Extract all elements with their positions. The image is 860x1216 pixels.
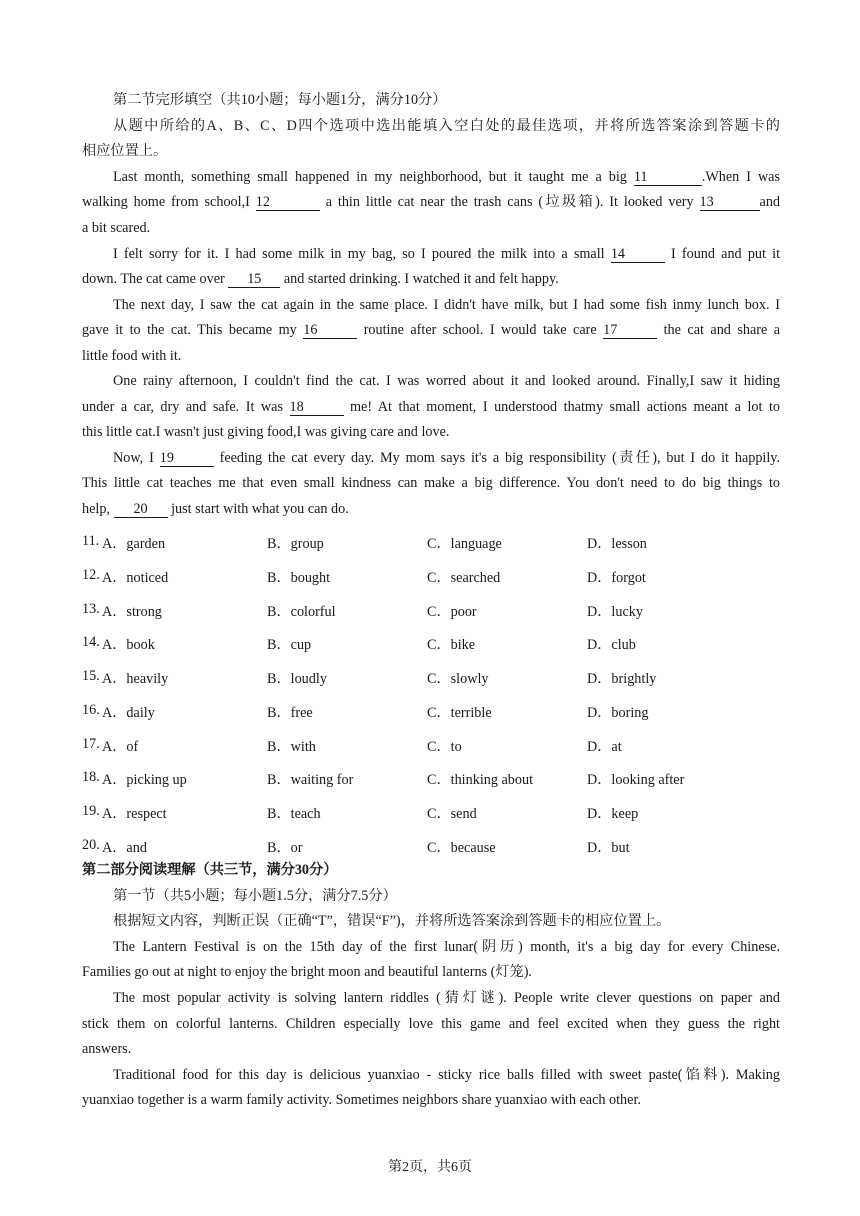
option-a: A．strong [102,604,162,620]
option-a: A．noticed [102,570,169,586]
option-a: A．of [102,739,139,755]
option-d: D．boring [587,705,649,721]
passage-line [82,321,780,339]
option-c: C．slowly [427,671,489,687]
question-number: 13. [82,601,100,617]
blank-15: 15 [228,272,280,288]
option-b: B．free [267,705,313,721]
option-a: A．book [102,637,155,653]
passage-line: The Lantern Festival is on the 15th day of the first lunar(阴历) month, it's a big day for every Chinese. [113,939,780,955]
option-row-12 [82,567,782,587]
passage-line [82,270,780,288]
blank-20: 20 [114,502,168,518]
option-row-13 [82,601,782,621]
text: Last month, something small happened in my neighborhood, but it taught me a big [113,169,627,185]
option-d: D．forgot [587,570,646,586]
option-d: D．brightly [587,671,657,687]
option-c: C．searched [427,570,501,586]
option-c: C．bike [427,637,476,653]
text: routine after school. I would take care [363,322,597,338]
option-a: A．respect [102,806,167,822]
passage-line [82,193,780,211]
option-a: A．picking up [102,772,187,788]
text: under a car, dry and safe. It was [82,399,283,415]
option-c: C．send [427,806,477,822]
option-d: D．but [587,840,630,856]
option-row-15 [82,668,782,688]
passage-line [82,398,780,416]
option-a: A．daily [102,705,155,721]
option-b: B．bought [267,570,331,586]
option-a: A．heavily [102,671,169,687]
passage-line [82,500,780,518]
passage-line: The most popular activity is solving lantern riddles (猜灯谜). People write clever questions on paper and [113,990,780,1006]
question-number: 12. [82,567,100,583]
question-number: 18. [82,769,100,785]
instruction-line: 根据短文内容，判断正误（正确“T”，错误“F”)，并将所选答案涂到答题卡的相应位置上。 [113,913,671,929]
option-row-14 [82,634,782,654]
question-number: 20. [82,837,100,853]
option-c: C．language [427,536,502,552]
option-c: C．thinking about [427,772,534,788]
question-number: 11. [82,533,100,549]
text: .When I was [701,169,781,185]
passage-line: this little cat.I wasn't just giving food,I was giving care and love. [82,424,450,440]
option-b: B．with [267,739,316,755]
option-row-17 [82,736,782,756]
option-c: C．to [427,739,462,755]
question-number: 17. [82,736,100,752]
option-row-18 [82,769,782,789]
option-a: A．garden [102,536,166,552]
option-b: B．colorful [267,604,336,620]
text: me! At that moment, I understood thatmy small actions meant a lot to [350,399,780,415]
option-d: D．lucky [587,604,643,620]
text: feeding the cat every day. My mom says it's a big responsibility (责任), but I do it happily. [219,450,781,466]
question-number: 14. [82,634,100,650]
passage-line: yuanxiao together is a warm family activity. Sometimes neighbors share yuanxiao with each other. [82,1092,641,1108]
text: I found and put it [671,246,781,262]
option-row-16 [82,702,782,722]
passage-line: Families go out at night to enjoy the bright moon and beautiful lanterns (灯笼). [82,964,532,980]
passage-line [113,245,780,263]
option-b: B．teach [267,806,321,822]
passage-line: a bit scared. [82,220,151,236]
text: gave it to the cat. This became my [82,322,297,338]
text: walking home from school,I [82,194,250,210]
text: and [759,194,781,210]
question-number: 19. [82,803,100,819]
section-heading: 第二节完形填空（共10小题；每小题1分，满分10分） [113,92,447,108]
text: I felt sorry for it. I had some milk in my bag, so I poured the milk into a small [113,246,605,262]
option-c: C．terrible [427,705,492,721]
passage-line: This little cat teaches me that even small kindness can make a big difference. You don't need to do big things to [82,475,780,491]
option-row-20 [82,837,782,857]
blank-13: 13 [700,195,760,211]
passage-line: answers. [82,1041,132,1057]
passage-line: One rainy afternoon, I couldn't find the cat. I was worred about it and looked around. Finally,I saw it hiding [113,373,780,389]
passage-line: stick them on colorful lanterns. Children especially love this game and feel excited when they guess the right [82,1016,780,1032]
question-number: 16. [82,702,100,718]
option-a: A．and [102,840,147,856]
blank-18: 18 [290,400,344,416]
passage-line [113,449,780,467]
option-c: C．poor [427,604,477,620]
option-b: B．or [267,840,303,856]
text: the cat and share a [663,322,781,338]
page-footer: 第2页，共6页 [388,1160,472,1175]
passage-line [113,168,780,186]
option-row-19 [82,803,782,823]
text: just start with what you can do. [171,501,349,517]
blank-12: 12 [256,195,320,211]
option-d: D．at [587,739,622,755]
option-b: B．waiting for [267,772,354,788]
option-d: D．looking after [587,772,685,788]
passage-line: little food with it. [82,348,182,364]
blank-16: 16 [303,323,357,339]
option-d: D．keep [587,806,639,822]
text: and started drinking. I watched it and felt happy. [283,271,559,287]
option-c: C．because [427,840,496,856]
text: help, [82,501,110,517]
option-row-11 [82,533,782,553]
passage-line: Traditional food for this day is delicious yuanxiao - sticky rice balls filled with sweet paste(馅料). Making [113,1067,780,1083]
section-heading: 第一节（共5小题；每小题1.5分，满分7.5分） [113,888,397,904]
question-number: 15. [82,668,100,684]
blank-11: 11 [634,170,702,186]
option-b: B．loudly [267,671,327,687]
instruction-line: 相应位置上。 [82,143,168,159]
blank-19: 19 [160,451,214,467]
blank-14: 14 [611,247,665,263]
blank-17: 17 [603,323,657,339]
option-d: D．club [587,637,636,653]
option-b: B．group [267,536,324,552]
text: Now, I [113,450,154,466]
instruction-line: 从题中所给的A、B、C、D四个选项中选出能填入空白处的最佳选项，并将所选答案涂到答题卡的 [113,118,780,134]
text: a thin little cat near the trash cans (垃圾箱). It looked very [325,194,694,210]
option-d: D．lesson [587,536,647,552]
part-heading: 第二部分阅读理解（共三节，满分30分） [82,862,338,878]
option-b: B．cup [267,637,312,653]
text: down. The cat came over [82,271,225,287]
passage-line: The next day, I saw the cat again in the same place. I didn't have milk, but I had some fish inmy lunch box. I [113,297,780,313]
